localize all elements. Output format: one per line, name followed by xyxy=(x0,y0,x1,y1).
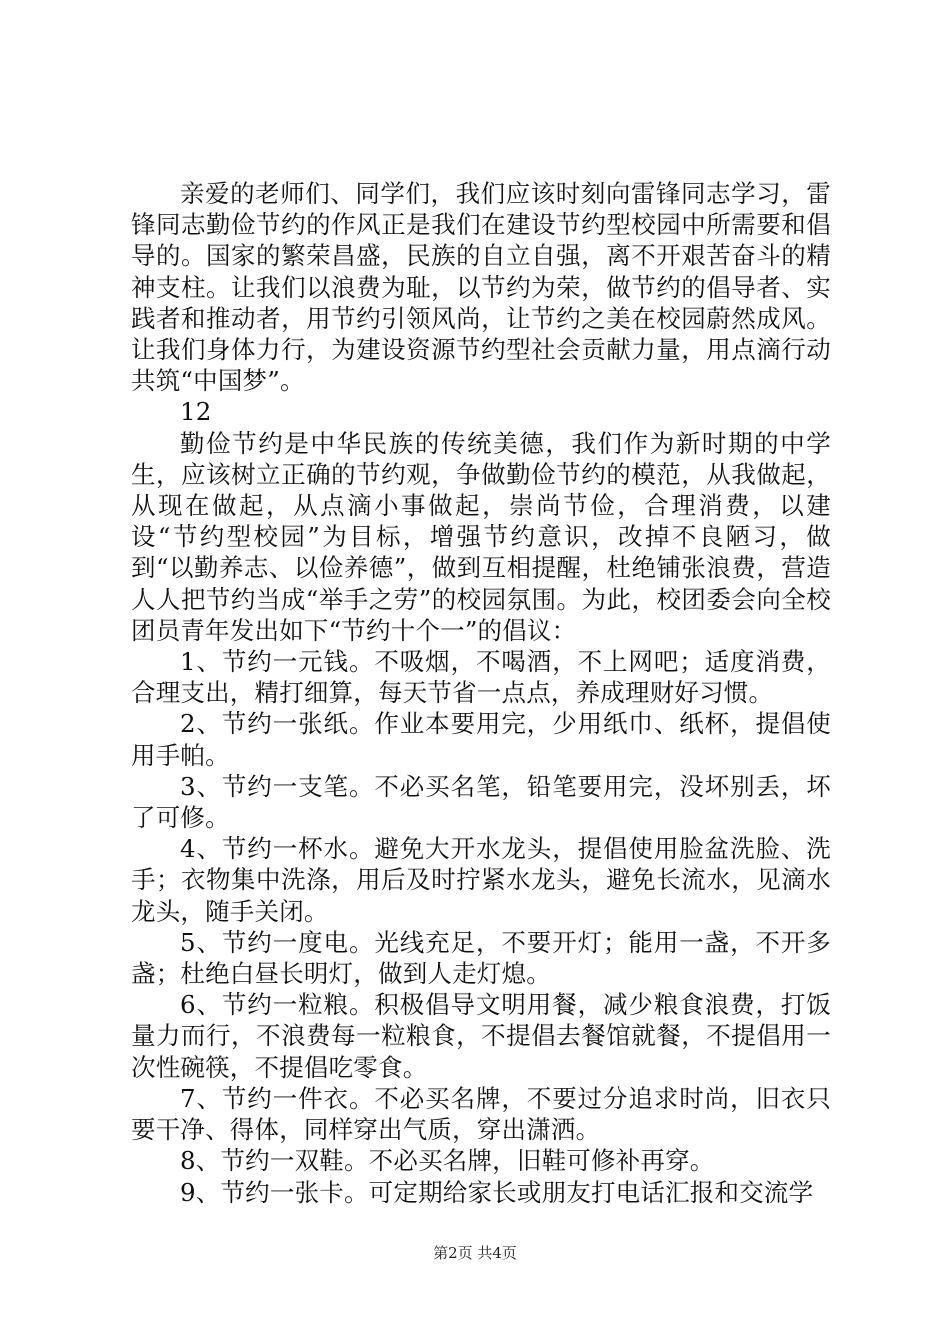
paragraph-closing-appeal: 亲爱的老师们、同学们，我们应该时刻向雷锋同志学习，雷锋同志勤俭节约的作风正是我们在建设节约型校园中所需要和倡导的。国家的繁荣昌盛，民族的自立自强，离不开艰苦奋斗的精神支柱。让我们以浪费为耻，以节约为荣，做节约的倡导者、实践者和推动者，用节约引领风尚，让节约之美在校园蔚然成风。让我们身体力行，为建设资源节约型社会贡献力量，用点滴行动共筑“中国梦”。 xyxy=(131,179,831,396)
list-item: 6、节约一粒粮。积极倡导文明用餐，减少粮食浪费，打饭量力而行，不浪费每一粒粮食，不提倡去餐馆就餐，不提倡用一次性碗筷，不提倡吃零食。 xyxy=(131,990,831,1082)
list-item: 8、节约一双鞋。不必买名牌，旧鞋可修补再穿。 xyxy=(180,1146,715,1176)
list-item: 2、节约一张纸。作业本要用完，少用纸巾、纸杯，提倡使用手帕。 xyxy=(131,709,831,770)
list-item: 1、节约一元钱。不吸烟，不喝酒，不上网吧；适度消费，合理支出，精打细算，每天节省一点点，养成理财好习惯。 xyxy=(131,647,831,708)
list-item: 4、节约一杯水。避免大开水龙头，提倡使用脸盆洗脸、洗手；衣物集中洗涤，用后及时拧紧水龙头，避免长流水，见滴水龙头，随手关闭。 xyxy=(131,834,831,926)
list-item: 7、节约一件衣。不必买名牌，不要过分追求时尚，旧衣只要干净、得体，同样穿出气质，穿出潇洒。 xyxy=(131,1083,831,1145)
list-item: 3、节约一支笔。不必买名笔，铅笔要用完，没坏别丢，坏了可修。 xyxy=(131,771,831,833)
paragraph-intro: 勤俭节约是中华民族的传统美德，我们作为新时期的中学生，应该树立正确的节约观，争做勤俭节约的模范，从我做起，从现在做起，从点滴小事做起，崇尚节俭，合理消费，以建设“节约型校园”为目标，增强节约意识，改掉不良陋习，做到“以勤养志、以俭养德”，做到互相提醒，杜绝铺张浪费，营造人人把节约当成“举手之劳”的校园氛围。为此，校团委会向全校团员青年发出如下“节约十个一”的倡议： xyxy=(131,428,831,645)
list-item: 5、节约一度电。光线充足，不要开灯；能用一盏，不开多盏；杜绝白昼长明灯，做到人走灯熄。 xyxy=(131,927,831,989)
document-body xyxy=(131,178,831,1208)
paragraph-section-number: 12 xyxy=(180,397,212,427)
list-item: 9、节约一张卡。可定期给家长或朋友打电话汇报和交流学 xyxy=(180,1177,814,1207)
page-footer: 第2页 共4页 xyxy=(433,1244,517,1262)
